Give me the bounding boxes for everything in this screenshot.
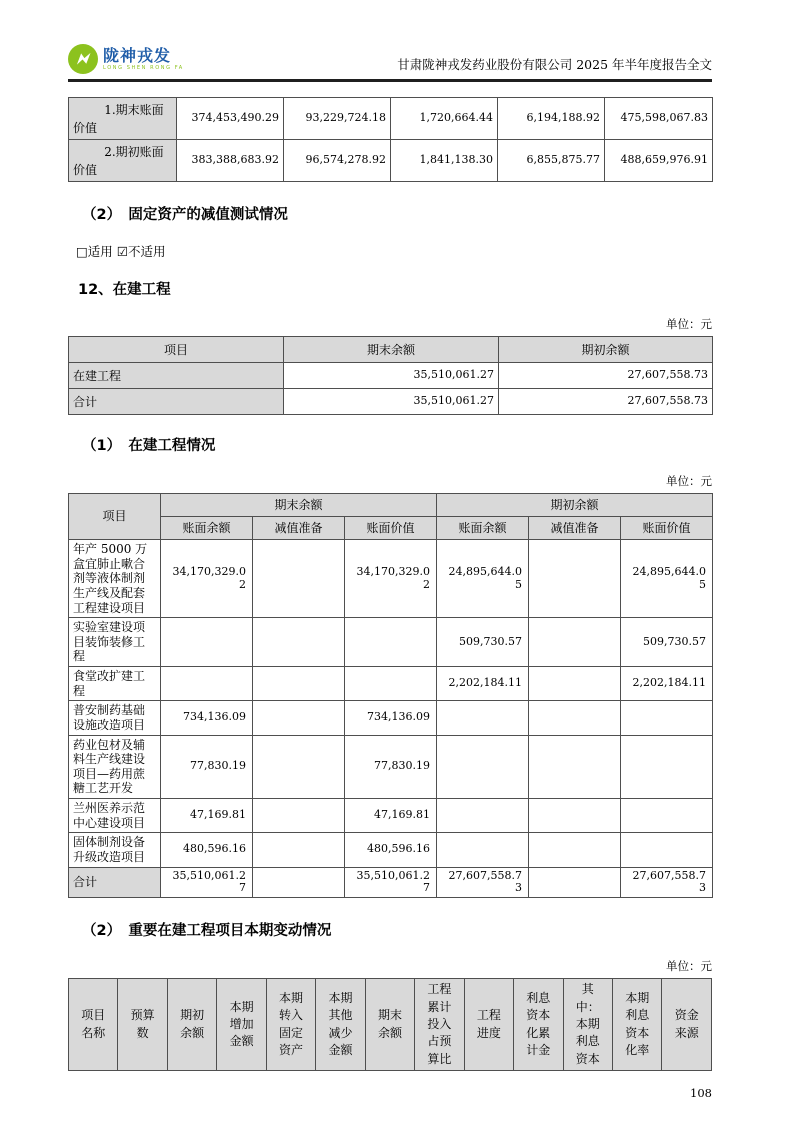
cell: 475,598,067.83 <box>605 98 713 140</box>
header-cell: 减值准备 <box>253 517 345 540</box>
cell <box>529 540 621 618</box>
table-row <box>69 735 713 799</box>
cell <box>529 618 621 667</box>
cell: 734,136.09 <box>161 701 253 735</box>
header-cell: 项目名称 <box>69 979 118 1071</box>
header-cell: 项目 <box>69 337 284 363</box>
cell: 734,136.09 <box>345 701 437 735</box>
page-content <box>68 0 712 1100</box>
cell: 374,453,490.29 <box>177 98 284 140</box>
logo-name: 陇神戎发 <box>103 45 172 65</box>
cell: 47,169.81 <box>161 799 253 833</box>
table-row <box>69 98 713 140</box>
cell <box>437 799 529 833</box>
cell <box>529 799 621 833</box>
cell: 普安制药基础设施改造项目 <box>69 701 161 735</box>
cell: 35,510,061.27 <box>284 363 499 389</box>
table-row <box>69 337 713 363</box>
table-row <box>69 667 713 701</box>
header-cell: 账面余额 <box>437 517 529 540</box>
header-cell: 期初余额 <box>437 494 713 517</box>
cell: 6,855,875.77 <box>498 140 605 182</box>
fixed-assets-book-value-table-container <box>68 97 712 182</box>
cell <box>621 833 713 867</box>
cell: 96,574,278.92 <box>284 140 391 182</box>
cell <box>161 667 253 701</box>
cell: 509,730.57 <box>437 618 529 667</box>
cell: 食堂改扩建工程 <box>69 667 161 701</box>
header-cell: 期末余额 <box>365 979 414 1071</box>
cip-summary-table-container <box>68 336 712 415</box>
cell: 兰州医养示范中心建设项目 <box>69 799 161 833</box>
logo-icon <box>68 44 98 74</box>
cell: 93,229,724.18 <box>284 98 391 140</box>
report-title: 甘肃陇神戎发药业股份有限公司 2025 年半年度报告全文 <box>397 57 712 72</box>
cell <box>253 667 345 701</box>
cell: 27,607,558.73 <box>499 389 713 415</box>
logo-tagline: LONG SHEN RONG FA <box>103 64 184 71</box>
cell: 77,830.19 <box>345 735 437 799</box>
cell: 383,388,683.92 <box>177 140 284 182</box>
page-header <box>68 0 712 82</box>
cell: 35,510,061.27 <box>161 867 253 898</box>
cell <box>437 833 529 867</box>
important-cip-changes-table <box>68 978 712 1071</box>
cell <box>161 618 253 667</box>
cell: 1.期末账面价值 <box>69 98 177 140</box>
table-row <box>69 979 712 1071</box>
header-cell: 利息资本化累计金 <box>514 979 563 1071</box>
cell <box>529 735 621 799</box>
table-row <box>69 618 713 667</box>
header-cell: 期初余额 <box>167 979 216 1071</box>
page-number: 108 <box>690 1086 712 1101</box>
table-row <box>69 140 713 182</box>
cell <box>621 735 713 799</box>
cell: 药业包材及辅料生产线建设项目—药用蔗糖工艺开发 <box>69 735 161 799</box>
cell: 35,510,061.27 <box>345 867 437 898</box>
header-cell: 工程进度 <box>464 979 513 1071</box>
cell: 480,596.16 <box>345 833 437 867</box>
cell: 47,169.81 <box>345 799 437 833</box>
cell: 合计 <box>69 389 284 415</box>
cell <box>529 867 621 898</box>
cell: 27,607,558.73 <box>499 363 713 389</box>
cell: 年产 5000 万盒宜肺止嗽合剂等液体制剂生产线及配套工程建设项目 <box>69 540 161 618</box>
header-cell: 其中：本期利息资本 <box>563 979 612 1071</box>
cip-changes-heading: （2） 重要在建工程项目本期变动情况 <box>82 923 332 940</box>
cell <box>621 799 713 833</box>
header-cell: 工程累计投入占预算比 <box>415 979 464 1071</box>
cell: 509,730.57 <box>621 618 713 667</box>
cell: 34,170,329.02 <box>161 540 253 618</box>
cell: 27,607,558.73 <box>621 867 713 898</box>
cell <box>529 833 621 867</box>
header-cell: 本期其他减少金额 <box>316 979 365 1071</box>
cell: 2,202,184.11 <box>437 667 529 701</box>
header-cell: 账面价值 <box>621 517 713 540</box>
construction-in-progress-detail-table <box>68 493 713 898</box>
header-cell: 减值准备 <box>529 517 621 540</box>
cip-detail-table-container <box>68 493 712 898</box>
cell <box>253 540 345 618</box>
unit-label: 单位：元 <box>666 959 712 974</box>
table-row <box>69 517 713 540</box>
header-cell: 期末余额 <box>284 337 499 363</box>
header-cell: 项目 <box>69 494 161 540</box>
table-row <box>69 833 713 867</box>
cell: 1,720,664.44 <box>391 98 498 140</box>
cell <box>437 701 529 735</box>
cell: 488,659,976.91 <box>605 140 713 182</box>
cell <box>437 735 529 799</box>
cell <box>253 618 345 667</box>
cell: 24,895,644.05 <box>437 540 529 618</box>
table-row <box>69 363 713 389</box>
cell: 1,841,138.30 <box>391 140 498 182</box>
cell: 2,202,184.11 <box>621 667 713 701</box>
cell: 6,194,188.92 <box>498 98 605 140</box>
cell: 27,607,558.73 <box>437 867 529 898</box>
table-row <box>69 389 713 415</box>
header-cell: 期初余额 <box>499 337 713 363</box>
cip-changes-table-container <box>68 978 712 1071</box>
impairment-heading: （2） 固定资产的减值测试情况 <box>82 207 288 223</box>
table-row <box>69 701 713 735</box>
cell: 34,170,329.02 <box>345 540 437 618</box>
cell <box>345 618 437 667</box>
fixed-assets-book-value-table <box>68 97 713 182</box>
table-row <box>69 540 713 618</box>
cell: 实验室建设项目装饰装修工程 <box>69 618 161 667</box>
cell: 35,510,061.27 <box>284 389 499 415</box>
cip-heading: 12、在建工程 <box>78 281 171 298</box>
cell <box>253 799 345 833</box>
logo-text-block <box>103 45 184 71</box>
unit-label: 单位：元 <box>666 474 712 489</box>
cell <box>529 701 621 735</box>
table-row <box>69 799 713 833</box>
table-row <box>69 494 713 517</box>
header-cell: 账面价值 <box>345 517 437 540</box>
header-cell: 期末余额 <box>161 494 437 517</box>
header-cell: 本期利息资本化率 <box>612 979 661 1071</box>
table-row <box>69 867 713 898</box>
header-cell: 账面余额 <box>161 517 253 540</box>
cell: 在建工程 <box>69 363 284 389</box>
cell <box>253 867 345 898</box>
cell: 固体制剂设备升级改造项目 <box>69 833 161 867</box>
applicability-text: □适用 ☑不适用 <box>76 243 166 259</box>
cell: 77,830.19 <box>161 735 253 799</box>
header-cell: 预算数 <box>118 979 167 1071</box>
header-cell: 本期增加金额 <box>217 979 266 1071</box>
cell <box>253 735 345 799</box>
header-cell: 本期转入固定资产 <box>266 979 315 1071</box>
cell <box>529 667 621 701</box>
cell: 480,596.16 <box>161 833 253 867</box>
company-logo <box>68 44 184 74</box>
cell: 2.期初账面价值 <box>69 140 177 182</box>
cell <box>253 701 345 735</box>
cell <box>345 667 437 701</box>
cell <box>253 833 345 867</box>
cell: 24,895,644.05 <box>621 540 713 618</box>
cell: 合计 <box>69 867 161 898</box>
construction-in-progress-summary-table <box>68 336 713 415</box>
unit-label: 单位：元 <box>666 317 712 332</box>
header-cell: 资金来源 <box>662 979 712 1071</box>
cell <box>621 701 713 735</box>
cip-detail-heading: （1） 在建工程情况 <box>82 438 216 455</box>
